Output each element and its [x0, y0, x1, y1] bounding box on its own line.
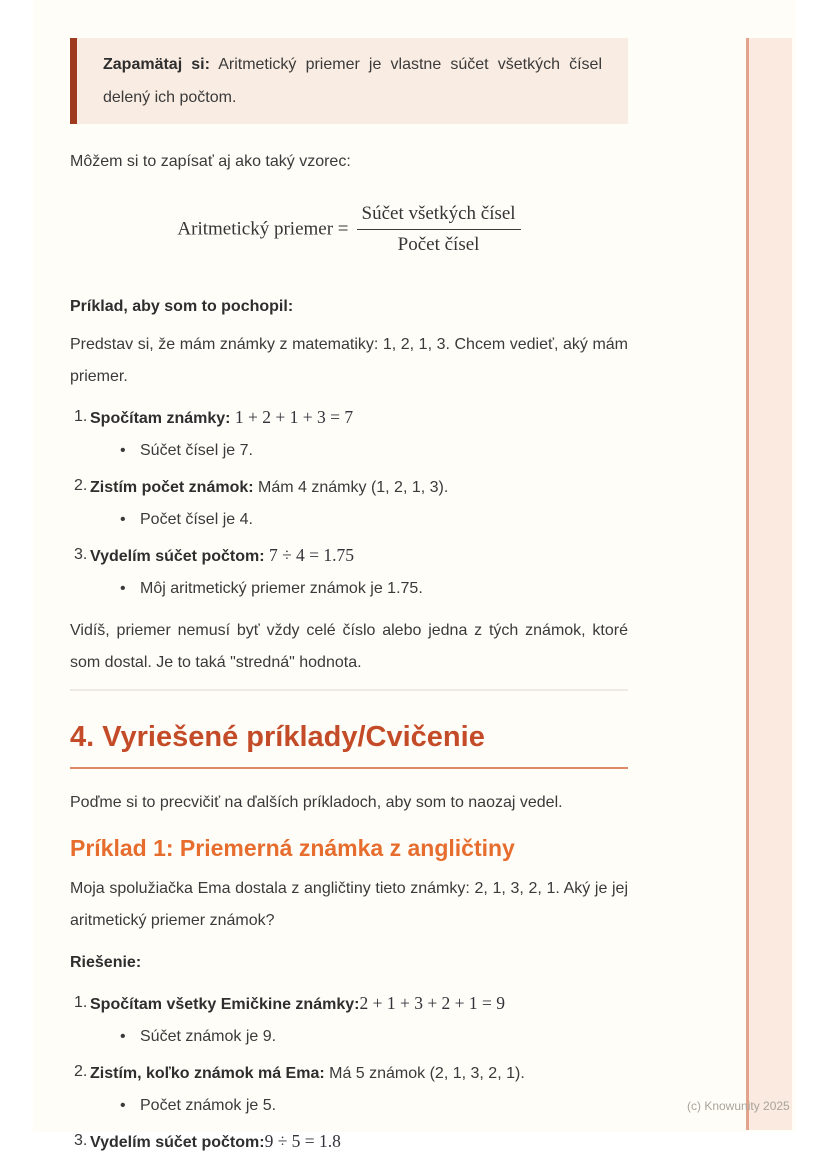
list-item — [70, 470, 628, 536]
bullet-marker — [120, 580, 140, 597]
list-item — [70, 401, 628, 467]
formula-lhs: Aritmetický priemer = — [177, 218, 349, 240]
bullet-text: Počet čísel je 4. — [140, 511, 253, 528]
bullet-text: Môj aritmetický priemer známok je 1.75. — [140, 580, 423, 597]
list-number: 2. — [74, 477, 88, 494]
list-item — [70, 1125, 628, 1159]
step-label: Vydelím súčet počtom: — [90, 548, 265, 565]
list-number: 1. — [74, 408, 88, 425]
formula-fraction — [357, 202, 521, 257]
example-lead: Príklad, aby som to pochopil: — [70, 298, 294, 315]
fraction-denominator: Počet čísel — [397, 234, 480, 255]
example-problem-text: Moja spolužiačka Ema dostala z angličtiny tieto známky: 2, 1, 3, 2, 1. Aký je jej aritmetický priemer známok? — [70, 880, 628, 929]
list-item — [70, 539, 628, 605]
step-label: Zistím, koľko známok má Ema: — [90, 1065, 325, 1082]
bullet-marker — [120, 1097, 140, 1114]
list-number: 1. — [74, 994, 88, 1011]
bullet-marker — [120, 511, 140, 528]
remember-callout — [70, 38, 628, 124]
bullet-marker — [120, 1028, 140, 1045]
step-math: 9 ÷ 5 = 1.8 — [264, 1131, 341, 1151]
example-setup-text: Predstav si, že mám známky z matematiky: 1, 2, 1, 3. Chcem vedieť, aký mám priemer. — [70, 336, 628, 385]
fraction-numerator: Súčet všetkých čísel — [357, 202, 521, 230]
list-number: 3. — [74, 546, 88, 563]
conclusion-text: Vidíš, priemer nemusí byť vždy celé číslo alebo jedna z tých známok, ktoré som dostal. Je to taká "stredná" hodnota. — [70, 622, 628, 671]
section-heading: 4. Vyriešené príklady/Cvičenie — [70, 719, 628, 769]
step-math: 1 + 2 + 1 + 3 = 7 — [230, 407, 354, 427]
list-number: 2. — [74, 1063, 88, 1080]
formula-intro-text: Môžem si to zapísať aj ako taký vzorec: — [70, 153, 351, 170]
section-divider — [70, 689, 628, 691]
bullet-marker — [120, 442, 140, 459]
step-label: Zistím počet známok: — [90, 479, 254, 496]
solution-label: Riešenie: — [70, 954, 142, 971]
step-label: Vydelím súčet počtom: — [90, 1134, 265, 1151]
step-label: Spočítam známky: — [90, 410, 231, 427]
step-text: Má 5 známok (2, 1, 3, 2, 1). — [324, 1065, 525, 1082]
bullet-text: Súčet čísel je 7. — [140, 442, 253, 459]
steps-list-1 — [70, 401, 628, 605]
bullet-text: Počet známok je 5. — [140, 1097, 277, 1114]
list-number: 3. — [74, 1132, 88, 1149]
document-content — [70, 0, 628, 1162]
step-math: 2 + 1 + 3 + 2 + 1 = 9 — [359, 993, 506, 1013]
step-math: 7 ÷ 4 = 1.75 — [264, 545, 355, 565]
bullet-text: Súčet známok je 9. — [140, 1028, 277, 1045]
step-text: Mám 4 známky (1, 2, 1, 3). — [253, 479, 449, 496]
callout-label: Zapamätaj si: — [103, 56, 210, 73]
steps-list-2 — [70, 987, 628, 1159]
page-edge-strip — [746, 38, 792, 1130]
section-intro-text: Poďme si to precvičiť na ďalších príkladoch, aby som to naozaj vedel. — [70, 794, 563, 811]
list-item — [70, 1056, 628, 1122]
arithmetic-mean-formula — [70, 192, 628, 265]
copyright-watermark: (c) Knowunity 2025 — [687, 1099, 790, 1113]
list-item — [70, 987, 628, 1053]
step-label: Spočítam všetky Emičkine známky: — [90, 996, 360, 1013]
example-heading: Príklad 1: Priemerná známka z angličtiny — [70, 835, 515, 861]
callout-text: Aritmetický priemer je vlastne súčet všetkých čísel delený ich počtom. — [103, 56, 602, 106]
